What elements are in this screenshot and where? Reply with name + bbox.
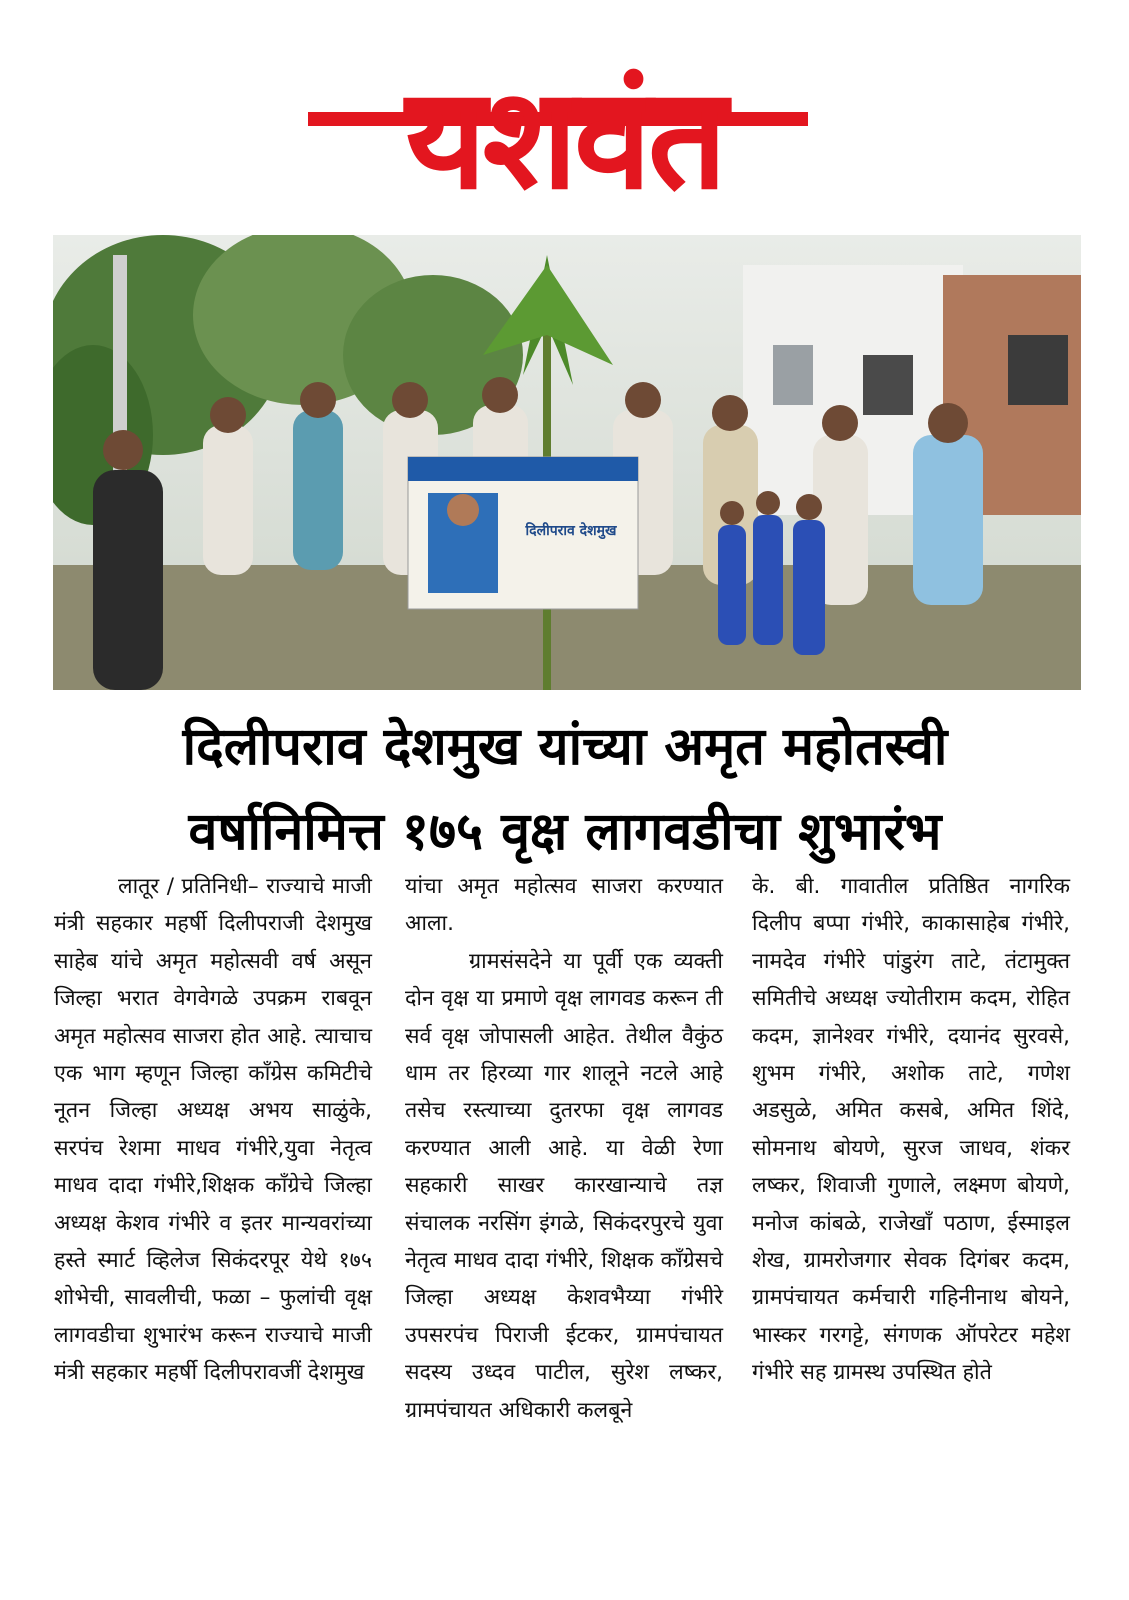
article-paragraph: के. बी. गावातील प्रतिष्ठित नागरिक दिलीप बप्पा गंभीरे, काकासाहेब गंभीरे, नामदेव गंभीरे पांडुरंग ताटे, तंटामुक्त समितीचे अध्यक्ष ज्योतीराम कदम, रोहित कदम, ज्ञानेश्वर गंभीरे, दयानंद सुरवसे, शुभम गंभीरे, अशोक ताटे, गणेश अडसुळे, अमित कसबे, अमित शिंदे, सोमनाथ बोयणे, सुरज जाधव, शंकर लष्कर, शिवाजी गुणाले, लक्ष्मण बोयणे, मनोज कांबळे, राजेखाँ पठाण, ईस्माइल शेख, ग्रामरोजगार सेवक दिगंबर कदम, ग्रामपंचायत कर्मचारी गहिनीनाथ बोयने, भास्कर गरगट्टे, संगणक ऑपरेटर महेश गंभीरे सह ग्रामस्थ उपस्थित होते [752, 874, 1070, 1386]
newspaper-masthead [0, 20, 1129, 221]
article-paragraph: ग्रामसंसदेने या पूर्वी एक व्यक्ती दोन वृक्ष या प्रमाणे वृक्ष लागवड करून ती सर्व वृक्ष जोपासली आहेत. तेथील वैकुंठ धाम तर हिरव्या गार शालूने नटले आहे तसेच रस्त्याच्या दुतरफा वृक्ष लागवड करण्यात आली आहे. या वेळी रेणा सहकारी साखर कारखान्याचे तज्ञ संचालक नरसिंग इंगळे, सिकंदरपुरचे युवा नेतृत्व माधव दादा गंभीरे, शिक्षक कॉंग्रेसचे जिल्हा अध्यक्ष केशवभैय्या गंभीरे उपसरपंच पिराजी ईटकर, ग्रामपंचायत सदस्य उध्दव पाटील, सुरेश लष्कर, ग्रामपंचायत अधिकारी कलबूने [405, 948, 723, 1423]
group-photo-illustration [53, 235, 1081, 690]
article-column-2 [405, 868, 723, 1429]
banner-text: दिलीपराव देशमुख [525, 523, 617, 539]
article-paragraph: लातूर / प्रतिनिधी– राज्याचे माजी मंत्री सहकार महर्षी दिलीपराजी देशमुख साहेब यांचे अमृत महोत्सवी वर्ष असून जिल्हा भरात वेगवेगळे उपक्रम राबवून अमृत महोत्सव साजरा होत आहे. त्याचाच एक भाग म्हणून जिल्हा कॉंग्रेस कमिटीचे नूतन जिल्हा अध्यक्ष अभय साळुंके, सरपंच रेशमा माधव गंभीरे,युवा नेतृत्व माधव दादा गंभीरे,शिक्षक कॉंग्रेचे जिल्हा अध्यक्ष केशव गंभीरे व इतर मान्यवरांच्या हस्ते स्मार्ट व्हिलेज सिकंदरपूर येथे १७५ शोभेची, सावलीची, फळा – फुलांची वृक्ष लागवडीचा शुभारंभ करून राज्याचे माजी मंत्री सहकार महर्षी दिलीपरावजीं देशमुख [54, 874, 372, 1386]
headline-line-2: वर्षानिमित्त १७५ वृक्ष लागवडीचा शुभारंभ [188, 802, 942, 862]
article-paragraph: यांचा अमृत महोत्सव साजरा करण्यात आला. [405, 874, 723, 937]
article-column-3 [752, 868, 1070, 1392]
newspaper-name: यशवंत [405, 58, 724, 221]
headline-line-1: दिलीपराव देशमुख यांच्या अमृत महोतस्वी [182, 717, 948, 777]
news-photo [53, 235, 1081, 690]
article-column-1 [54, 868, 372, 1392]
